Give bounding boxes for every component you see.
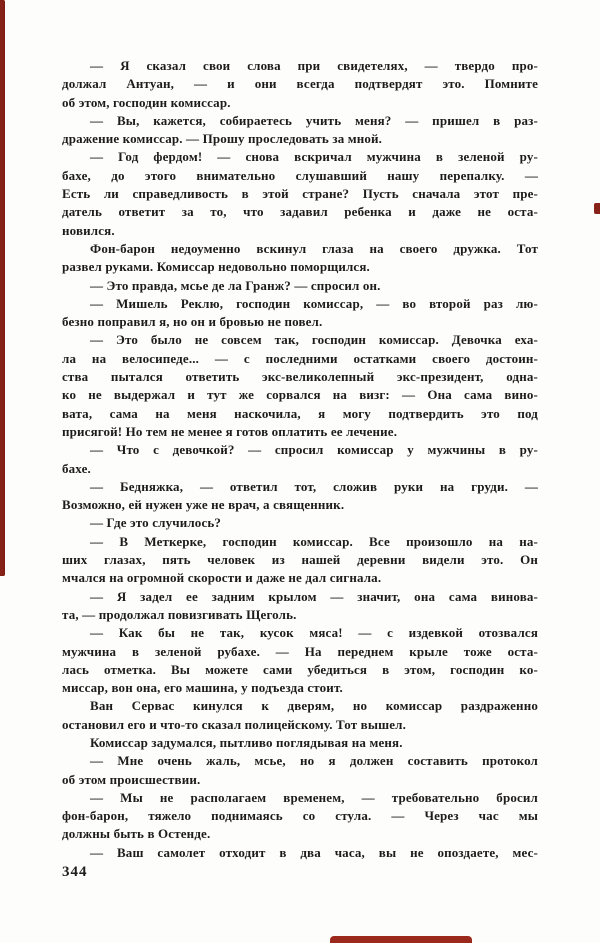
text-line: Есть ли справедливость в этой стране? Пусть сначала этот пре- [62,186,538,202]
text-line: об этом происшествии. [62,771,201,787]
scan-artifact-bottom-edge [330,936,472,943]
text-line: — В Меткерке, господин комиссар. Все произошло на на- [90,533,538,549]
text-line: ших глазах, пять человек из нашей деревни видели это. Он [62,552,538,568]
scan-artifact-right-edge [594,203,600,214]
text-line: — Это правда, мсье де ла Гранж? — спросил он. [90,277,381,293]
text-line: — Я сказал свои слова при свидетелях, — твердо про- [90,58,538,73]
text-line: — Что с девочкой? — спросил комиссар у мужчины в ру- [90,442,538,458]
text-line: об этом, господин комиссар. [62,94,231,110]
text-line: миссар, вон она, его машина, у подъезда стоит. [62,680,343,696]
text-line: должны быть в Остенде. [62,826,211,842]
text-line: ла на велосипеде... — с последними остатками своего достоин- [62,350,538,366]
text-line: — Мне очень жаль, мсье, но я должен составить протокол [90,753,538,769]
text-line: присягой! Но тем не менее я готов оплатить ее лечение. [62,423,398,439]
text-line: ства пытался ответить экс-великолепный экс-президент, одна- [62,369,538,385]
text-line: Комиссар задумался, пытливо поглядывая на меня. [90,734,403,750]
text-line: лась отметка. Вы можете сами убедиться в этом, господин ко- [62,661,538,677]
text-line: та, — продолжал повизгивать Щеголь. [62,606,297,622]
text-line: безно поправил я, но он и бровью не повел. [62,314,323,330]
text-line: Ван Сервас кинулся к дверям, но комиссар раздраженно [90,698,538,714]
text-line: — Мишель Реклю, господин комиссар, — во второй раз лю- [90,295,538,311]
text-line: — Год фердом! — снова вскричал мужчина в зеленой ру- [90,149,538,165]
text-line: бахе. [62,460,91,476]
text-line: — Это было не совсем так, господин комиссар. Девочка еха- [90,332,538,348]
text-line: бахе, до этого внимательно слушавший нашу перепалку. — [62,167,538,183]
text-line: дражение комиссар. — Прошу проследовать за мной. [62,131,383,147]
text-line: ко не выдержал и тут же сорвался на визг: — Она сама вино- [62,387,538,403]
text-line: — Бедняжка, — ответил тот, сложив руки на груди. — [90,478,538,494]
text-line: — Вы, кажется, собираетесь учить меня? — пришел в раз- [90,112,538,128]
text-line: развел руками. Комиссар недовольно поморщился. [62,259,370,275]
text-line: — Где это случилось? [90,515,222,531]
text-line: мужчина в зеленой рубахе. — На переднем крыле тоже оста- [62,643,538,659]
text-line: мчался на огромной скорости и даже не дал сигнала. [62,570,382,586]
text-line: вата, сама на меня наскочила, я могу подтвердить это под [62,405,538,421]
text-line: — Я задел ее задним крылом — значит, она сама винова- [90,588,538,604]
text-line: Фон-барон недоуменно вскинул глаза на своего дружка. Тот [90,240,538,256]
text-line: Возможно, ей нужен уже не врач, а священник. [62,497,345,513]
scan-artifact-left-edge [0,0,5,576]
text-line: должал Антуан, — и они всегда подтвердят это. Помните [62,76,538,92]
page-text [62,57,538,862]
text-line: датель ответит за то, что задавил ребенка и даже не оста- [62,204,538,220]
text-line: новился. [62,222,115,238]
page-number: 344 [62,864,88,880]
text-line: — Как бы не так, кусок мяса! — с издевкой отозвался [90,625,538,641]
text-line: — Ваш самолет отходит в два часа, вы не опоздаете, мес- [90,844,538,860]
text-line: фон-барон, тяжело поднимаясь со стула. — Через час мы [62,808,538,824]
text-line: — Мы не располагаем временем, — требовательно бросил [90,789,538,805]
text-line: остановил его и что-то сказал полицейскому. Тот вышел. [62,716,407,732]
